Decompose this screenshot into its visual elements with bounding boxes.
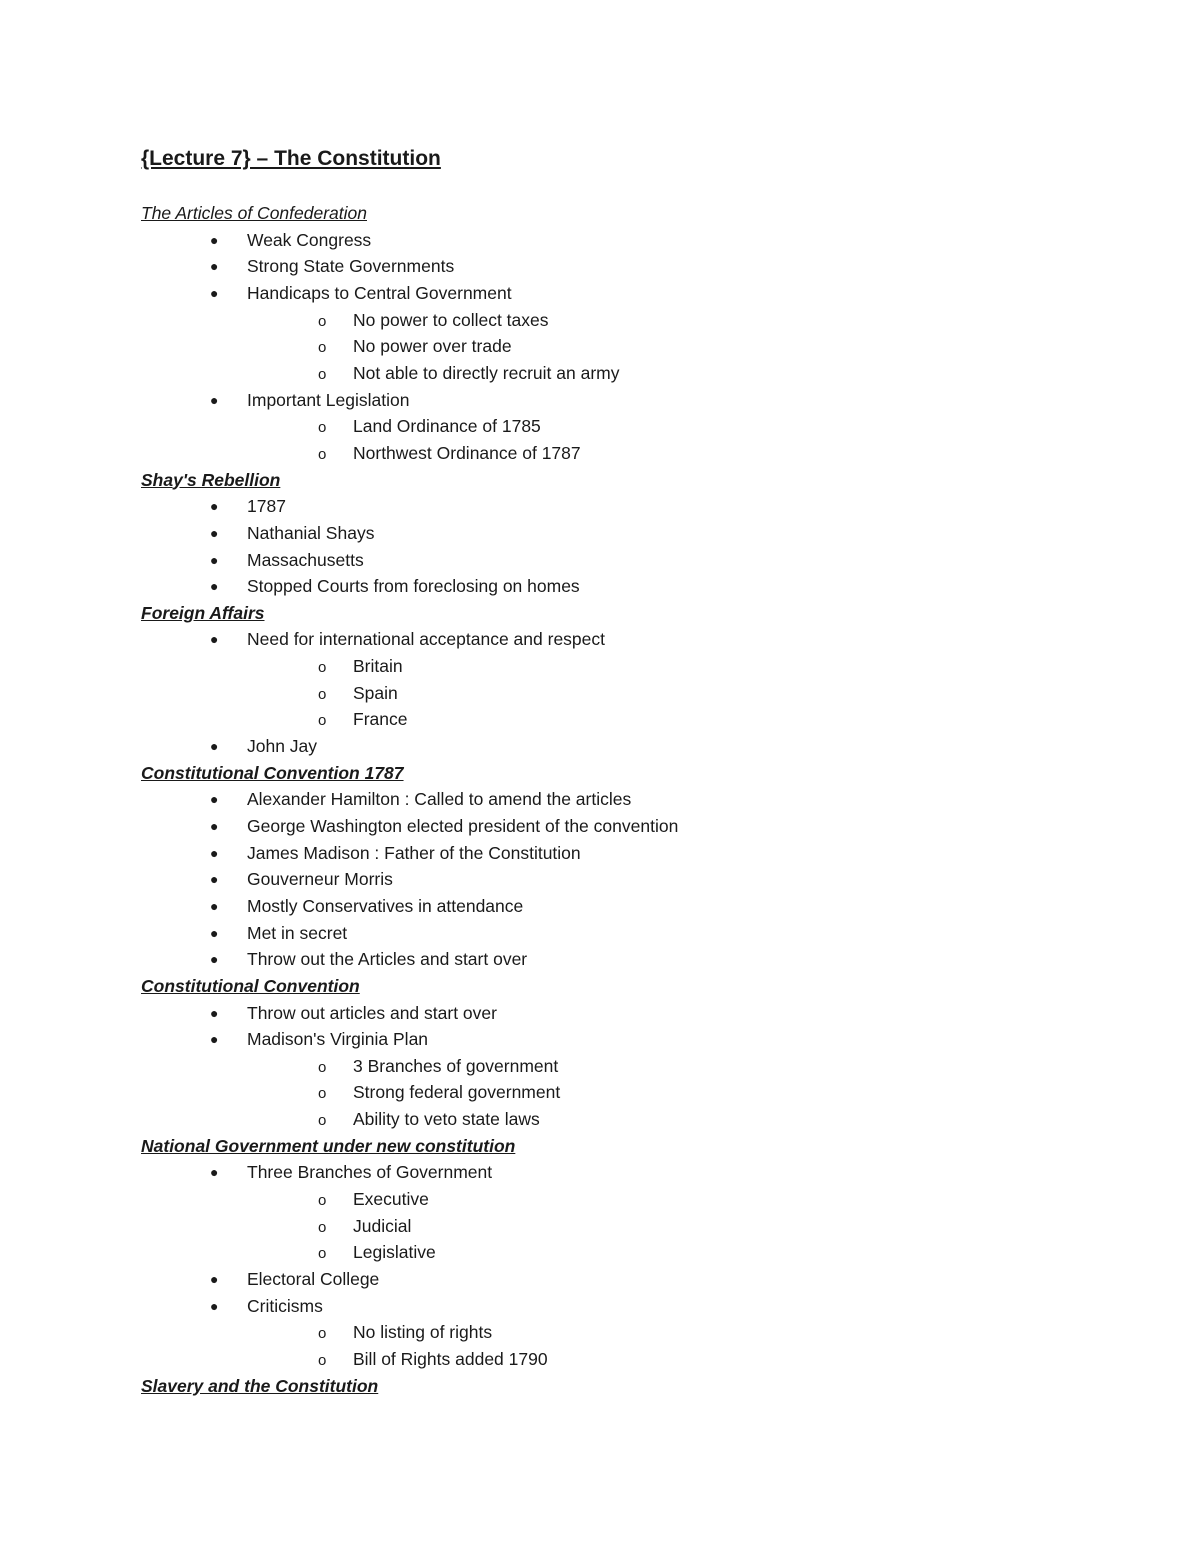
list-item [210, 493, 286, 519]
sub-list-item [318, 1106, 540, 1132]
list-item-text: James Madison : Father of the Constitution [247, 842, 581, 863]
list-item [210, 813, 678, 839]
sub-list-item-text: Not able to directly recruit an army [353, 362, 620, 383]
section-heading: Foreign Affairs [141, 602, 265, 623]
sub-bullet-icon: o [318, 365, 327, 383]
list-item [210, 1293, 323, 1319]
bullet-icon: ● [210, 631, 219, 648]
list-item-text: Madison's Virginia Plan [247, 1029, 429, 1050]
list-item [210, 866, 393, 892]
list-item-text: Throw out articles and start over [247, 1002, 497, 1023]
bullet-icon: ● [210, 498, 219, 515]
list-item [210, 1026, 428, 1052]
list-item-text: Need for international acceptance and respect [247, 629, 606, 650]
section-heading: Shay's Rebellion [141, 469, 281, 490]
list-item [210, 786, 631, 812]
sub-list-item [318, 1079, 560, 1105]
sub-bullet-icon: o [318, 1325, 327, 1343]
list-item [210, 280, 512, 306]
sub-bullet-icon: o [318, 1218, 327, 1236]
bullet-icon: ● [210, 738, 219, 754]
sub-list-item [318, 360, 620, 386]
sub-bullet-icon: o [318, 712, 327, 730]
sub-list-item [318, 706, 407, 732]
sub-bullet-icon: o [318, 1192, 327, 1209]
sub-list-item-text: France [353, 709, 408, 730]
sub-list-item-text: Land Ordinance of 1785 [353, 416, 541, 437]
list-item-text: Strong State Governments [247, 256, 455, 277]
sub-list-item-text: 3 Branches of government [353, 1055, 559, 1076]
bullet-icon: ● [210, 924, 219, 941]
page-title: {Lecture 7} – The Constitution [141, 147, 441, 170]
bullet-icon: ● [210, 578, 219, 595]
list-item-text: Gouverneur Morris [247, 869, 393, 890]
bullet-icon: ● [210, 1271, 219, 1287]
bullet-icon: ● [210, 1164, 219, 1181]
sub-list-item [318, 307, 549, 333]
sub-bullet-icon: o [318, 685, 327, 703]
list-item [210, 920, 347, 946]
list-item-text: Handicaps to Central Government [247, 282, 512, 303]
bullet-icon: ● [210, 897, 219, 914]
list-item-text: Weak Congress [247, 229, 372, 250]
sub-bullet-icon: o [318, 419, 327, 437]
section-heading: Constitutional Convention 1787 [141, 762, 404, 783]
list-item-text: Criticisms [247, 1295, 323, 1316]
section-heading: The Articles of Confederation [141, 203, 367, 223]
sub-list-item [318, 1053, 558, 1079]
sub-list-item-text: Judicial [353, 1215, 412, 1236]
bullet-icon: ● [210, 231, 219, 248]
sub-list-item-text: Ability to veto state laws [353, 1109, 540, 1130]
list-item [210, 840, 581, 866]
bullet-icon: ● [210, 1004, 219, 1021]
sub-list-item-text: Northwest Ordinance of 1787 [353, 442, 581, 463]
sub-bullet-icon: o [318, 1352, 327, 1369]
sub-list-item-text: Bill of Rights added 1790 [353, 1349, 548, 1369]
bullet-icon: ● [210, 951, 219, 968]
sub-bullet-icon: o [318, 1245, 327, 1263]
list-item-text: John Jay [247, 736, 318, 756]
list-item [210, 733, 317, 759]
sub-list-item [318, 333, 512, 359]
list-item-text: Stopped Courts from foreclosing on homes [247, 576, 580, 597]
list-item-text: Nathanial Shays [247, 522, 375, 543]
list-item [210, 547, 364, 573]
sub-list-item [318, 413, 541, 439]
list-item [210, 253, 454, 279]
sub-list-item [318, 1213, 411, 1239]
sub-list-item-text: Britain [353, 656, 403, 676]
sub-list-item-text: No power over trade [353, 336, 512, 357]
list-item [210, 1266, 379, 1292]
list-item-text: Electoral College [247, 1269, 380, 1289]
section-heading: National Government under new constitution [141, 1135, 516, 1156]
list-item [210, 520, 374, 546]
list-item [210, 573, 580, 599]
sub-list-item [318, 440, 581, 466]
list-item-text: Important Legislation [247, 389, 410, 410]
list-item-text: George Washington elected president of the convention [247, 815, 679, 836]
list-item [210, 626, 605, 652]
sub-list-item-text: No power to collect taxes [353, 309, 549, 330]
bullet-icon: ● [210, 258, 219, 275]
sub-list-item [318, 1186, 429, 1212]
sub-bullet-icon: o [318, 1058, 327, 1076]
list-item [210, 1159, 492, 1185]
bullet-icon: ● [210, 817, 219, 834]
bullet-icon: ● [210, 551, 219, 568]
sub-bullet-icon: o [318, 445, 327, 463]
sub-bullet-icon: o [318, 312, 327, 330]
list-item-text: Met in secret [247, 922, 348, 943]
sub-list-item [318, 653, 403, 679]
bullet-icon: ● [210, 1031, 219, 1048]
bullet-icon: ● [210, 791, 219, 808]
sub-list-item-text: Legislative [353, 1242, 436, 1263]
sub-list-item-text: Strong federal government [353, 1082, 561, 1103]
sub-list-item [318, 680, 398, 706]
list-item-text: 1787 [247, 496, 286, 517]
sub-list-item-text: Spain [353, 682, 398, 703]
bullet-icon: ● [210, 1297, 219, 1314]
bullet-icon: ● [210, 871, 219, 888]
list-item [210, 387, 409, 413]
list-item [210, 1000, 497, 1026]
sub-bullet-icon: o [318, 1085, 327, 1103]
section-heading: Constitutional Convention [141, 975, 360, 996]
list-item [210, 893, 523, 919]
bullet-icon: ● [210, 844, 219, 861]
sub-bullet-icon: o [318, 659, 327, 676]
sub-list-item [318, 1346, 548, 1372]
bullet-icon: ● [210, 524, 219, 541]
list-item [210, 227, 371, 253]
sub-list-item-text: Executive [353, 1189, 429, 1209]
sub-list-item [318, 1319, 492, 1345]
bullet-icon: ● [210, 284, 219, 301]
list-item-text: Three Branches of Government [247, 1162, 493, 1183]
list-item-text: Mostly Conservatives in attendance [247, 895, 524, 916]
bullet-icon: ● [210, 391, 219, 408]
sub-bullet-icon: o [318, 1112, 327, 1130]
list-item-text: Throw out the Articles and start over [247, 949, 528, 970]
list-item [210, 946, 527, 972]
sub-list-item [318, 1239, 436, 1265]
section-heading: Slavery and the Constitution [141, 1375, 379, 1396]
sub-bullet-icon: o [318, 339, 327, 357]
list-item-text: Massachusetts [247, 549, 364, 570]
sub-list-item-text: No listing of rights [353, 1322, 493, 1343]
list-item-text: Alexander Hamilton : Called to amend the articles [247, 789, 632, 810]
